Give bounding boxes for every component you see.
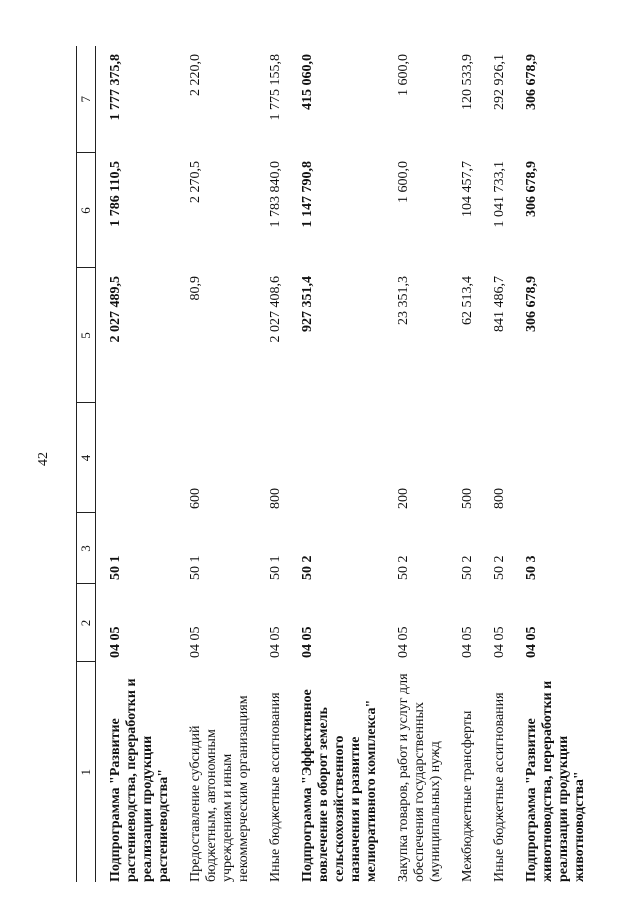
- cell-v5: 306 678,9: [524, 276, 539, 332]
- cell-v6: 104 457,7: [460, 161, 475, 217]
- cell-v5: 23 351,3: [396, 276, 411, 325]
- cell-program: 50 3: [524, 555, 539, 580]
- cell-type: [512, 403, 592, 513]
- cell-v6: 1 041 733,1: [492, 161, 507, 228]
- cell-name: Иные бюджетные ассигнования: [492, 692, 507, 882]
- cell-v7: 1 600,0: [396, 54, 411, 96]
- cell-v5: 80,9: [188, 276, 203, 301]
- cell-name: Межбюджетные трансферты: [460, 710, 475, 882]
- cell-type: 800: [268, 488, 283, 509]
- cell-type: 600: [188, 488, 203, 509]
- table-row: [448, 46, 480, 882]
- budget-table-sheet: [76, 46, 624, 882]
- cell-type: [288, 403, 384, 513]
- cell-name: Предоставление субсидий бюджетным, автономным учреждениям и иным некоммерческим организациям: [188, 695, 251, 882]
- cell-v6: 306 678,9: [524, 161, 539, 217]
- column-header: 2: [77, 584, 96, 662]
- cell-v5: 2 027 489,5: [108, 276, 123, 343]
- cell-name: Иные бюджетные ассигнования: [268, 692, 283, 882]
- cell-v5: 841 486,7: [492, 276, 507, 332]
- cell-section: 04 05: [524, 626, 539, 658]
- cell-section: 04 05: [300, 626, 315, 658]
- cell-name: Подпрограмма "Эффективное вовлечение в оборот земель сельскохозяйственного назначения и развитие мелиоративного комплекса": [300, 689, 379, 882]
- table-row: [288, 46, 384, 882]
- cell-v6: 1 786 110,5: [108, 161, 123, 227]
- cell-v5: 2 027 408,6: [268, 276, 283, 343]
- column-number-row: [77, 46, 96, 882]
- cell-v6: 1 783 840,0: [268, 161, 283, 228]
- cell-v7: 120 533,9: [460, 54, 475, 110]
- page-number: 42: [36, 452, 51, 466]
- cell-name: Подпрограмма "Развитие растениеводства, переработки и реализации продукции растениеводства": [108, 678, 171, 882]
- table-row: [512, 46, 592, 882]
- cell-v6: 2 270,5: [188, 161, 203, 203]
- table-row: [480, 46, 512, 882]
- table-row: [176, 46, 256, 882]
- cell-v7: 292 926,1: [492, 54, 507, 110]
- cell-type: [96, 403, 177, 513]
- cell-v5: 62 513,4: [460, 276, 475, 325]
- column-header: 4: [77, 403, 96, 513]
- cell-v7: 415 060,0: [300, 54, 315, 110]
- column-header: 6: [77, 153, 96, 268]
- cell-v7: 306 678,9: [524, 54, 539, 110]
- cell-program: 50 1: [188, 555, 203, 580]
- table-row: [256, 46, 288, 882]
- cell-section: 04 05: [188, 626, 203, 658]
- column-header: 1: [77, 662, 96, 882]
- table-row: [96, 46, 177, 882]
- cell-section: 04 05: [396, 626, 411, 658]
- cell-program: 50 2: [492, 555, 507, 580]
- cell-type: 800: [492, 488, 507, 509]
- cell-section: 04 05: [460, 626, 475, 658]
- cell-program: 50 2: [460, 555, 475, 580]
- column-header: 3: [77, 513, 96, 584]
- cell-type: 500: [460, 488, 475, 509]
- cell-v6: 1 147 790,8: [300, 161, 315, 228]
- cell-v7: 2 220,0: [188, 54, 203, 96]
- cell-section: 04 05: [108, 626, 123, 658]
- budget-table: [76, 46, 592, 882]
- cell-name: Подпрограмма "Развитие животноводства, переработки и реализации продукции животноводства": [524, 680, 587, 882]
- cell-type: 200: [396, 488, 411, 509]
- column-header: 7: [77, 46, 96, 153]
- cell-program: 50 2: [300, 555, 315, 580]
- cell-v7: 1 775 155,8: [268, 54, 283, 121]
- cell-program: 50 1: [268, 555, 283, 580]
- cell-program: 50 2: [396, 555, 411, 580]
- cell-v7: 1 777 375,8: [108, 54, 123, 121]
- cell-section: 04 05: [268, 626, 283, 658]
- cell-section: 04 05: [492, 626, 507, 658]
- cell-program: 50 1: [108, 555, 123, 580]
- table-row: [384, 46, 448, 882]
- column-header: 5: [77, 268, 96, 403]
- cell-v5: 927 351,4: [300, 276, 315, 332]
- cell-name: Закупка товаров, работ и услуг для обеспечения государственных (муниципальных) нужд: [396, 673, 443, 882]
- cell-v6: 1 600,0: [396, 161, 411, 203]
